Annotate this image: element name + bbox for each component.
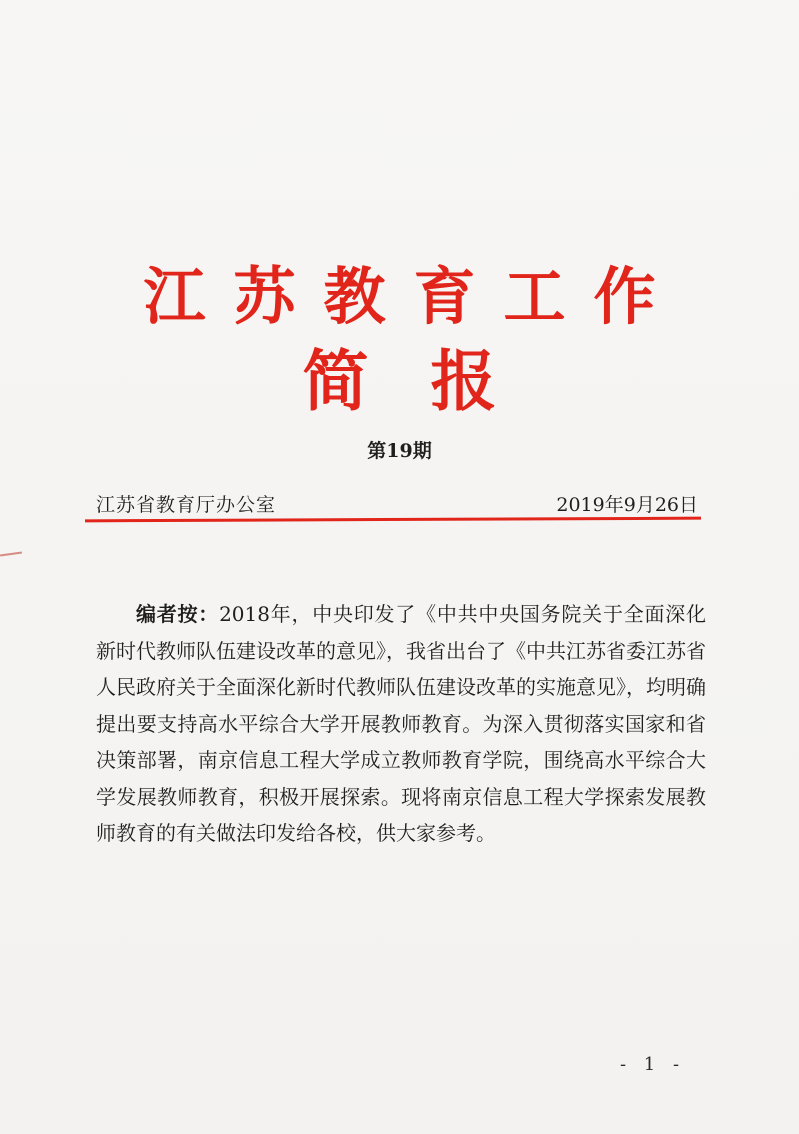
issuer-row xyxy=(96,488,698,518)
editor-note xyxy=(96,596,706,852)
issue-date: 2019年9月26日 xyxy=(556,494,698,516)
margin-mark xyxy=(0,551,22,556)
page-number: - 1 - xyxy=(620,1054,686,1075)
issue-number: 第19期 xyxy=(367,440,432,462)
issuing-office: 江苏省教育厅办公室 xyxy=(96,494,277,516)
editor-note-label: 编者按： xyxy=(136,602,220,626)
editor-note-body: 2018年，中央印发了《中共中央国务院关于全面深化新时代教师队伍建设改革的意见》，我省出台了《中共江苏省委江苏省人民政府关于全面深化新时代教师队伍建设改革的实施意见》，均明确提出要支持高水平综合大学开展教师教育。为深入贯彻落实国家和省决策部署，南京信息工程大学成立教师教育学院，围绕高水平综合大学发展教师教育，积极开展探索。现将南京信息工程大学探索发展教师教育的有关做法印发给各校，供大家参考。 xyxy=(96,602,706,845)
bulletin-subtitle: 简报 xyxy=(302,343,559,420)
bulletin-title: 江苏教育工作 xyxy=(143,260,684,333)
